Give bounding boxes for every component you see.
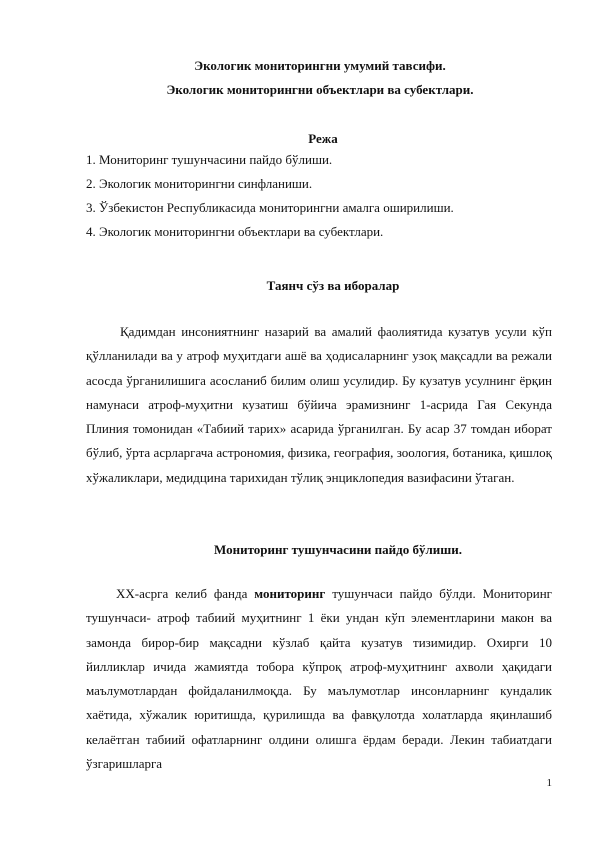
plan-item: 2. Экологик мониторингни синфланиши.	[86, 176, 313, 191]
section-heading: Мониторинг тушунчасини пайдо бўлиши.	[214, 542, 462, 557]
document-subtitle: Экологик мониторингни объектлари ва субектлари.	[166, 82, 474, 97]
section-paragraph	[86, 582, 552, 782]
plan-item: 1. Мониторинг тушунчасини пайдо бўлиши.	[86, 152, 333, 167]
bold-term: мониторинг	[254, 586, 326, 601]
intro-paragraph: Қадимдан инсониятнинг назарий ва амалий фаолиятида кузатув усули кўп қўлланилади ва у атроф муҳитдаги ашё ва ҳодисаларнинг узоқ мақсадли ва режали асосда ўрганилишига асосланиб билим олиш усулидир. Бу кузатув усулнинг ёрқин намунаси атроф-муҳитни кузатиш бўйича эрамизнинг 1-асрида Гая Секунда Плиния томонидан «Табиий тарих» асарида ўрганилган. Бу асар 37 томдан иборат бўлиб, ўрта асрларгача астрономия, физика, география, зоология, ботаника, қишлоқ хўжаликлари, медидцина тарихидан тўлиқ энциклопедия вазифасини ўтаган.	[86, 324, 552, 485]
section-paragraph-text: тушунчаси пайдо бўлди. Мониторинг тушунчаси- атроф табиий муҳитнинг 1 ёки ундан кўп элементларини макон ва замонда бирор-бир мақсадни кўзлаб қайта кузатув тизимидир. Охирги 10 йилликлар ичида жамиятда тобора кўпроқ атроф-муҳитнинг ахволи ҳақидаги маълумотлардан фойдаланилмоқда. Бу маълумотлар инсонларнинг кундалик хаётида, хўжалик юритишда, қурилишда ва фавқулотда холатларда яқинлашиб келаётган табиий офатларнинг олдини олишга ёрдам беради. Лекин табиатдаги ўзгаришларга	[86, 586, 552, 772]
keywords-heading: Таянч сўз ва иборалар	[266, 278, 400, 293]
plan-heading: Режа	[308, 131, 338, 146]
document-title: Экологик мониторингни умумий тавсифи.	[194, 58, 446, 73]
plan-list	[86, 152, 454, 248]
section-paragraph-text: ХХ-асрга келиб фанда	[116, 586, 255, 601]
page-number: 1	[546, 777, 552, 789]
plan-item: 3. Ўзбекистон Республикасида мониторингни амалга оширилиши.	[86, 200, 454, 215]
plan-item: 4. Экологик мониторингни объектлари ва субектлари.	[86, 224, 384, 239]
